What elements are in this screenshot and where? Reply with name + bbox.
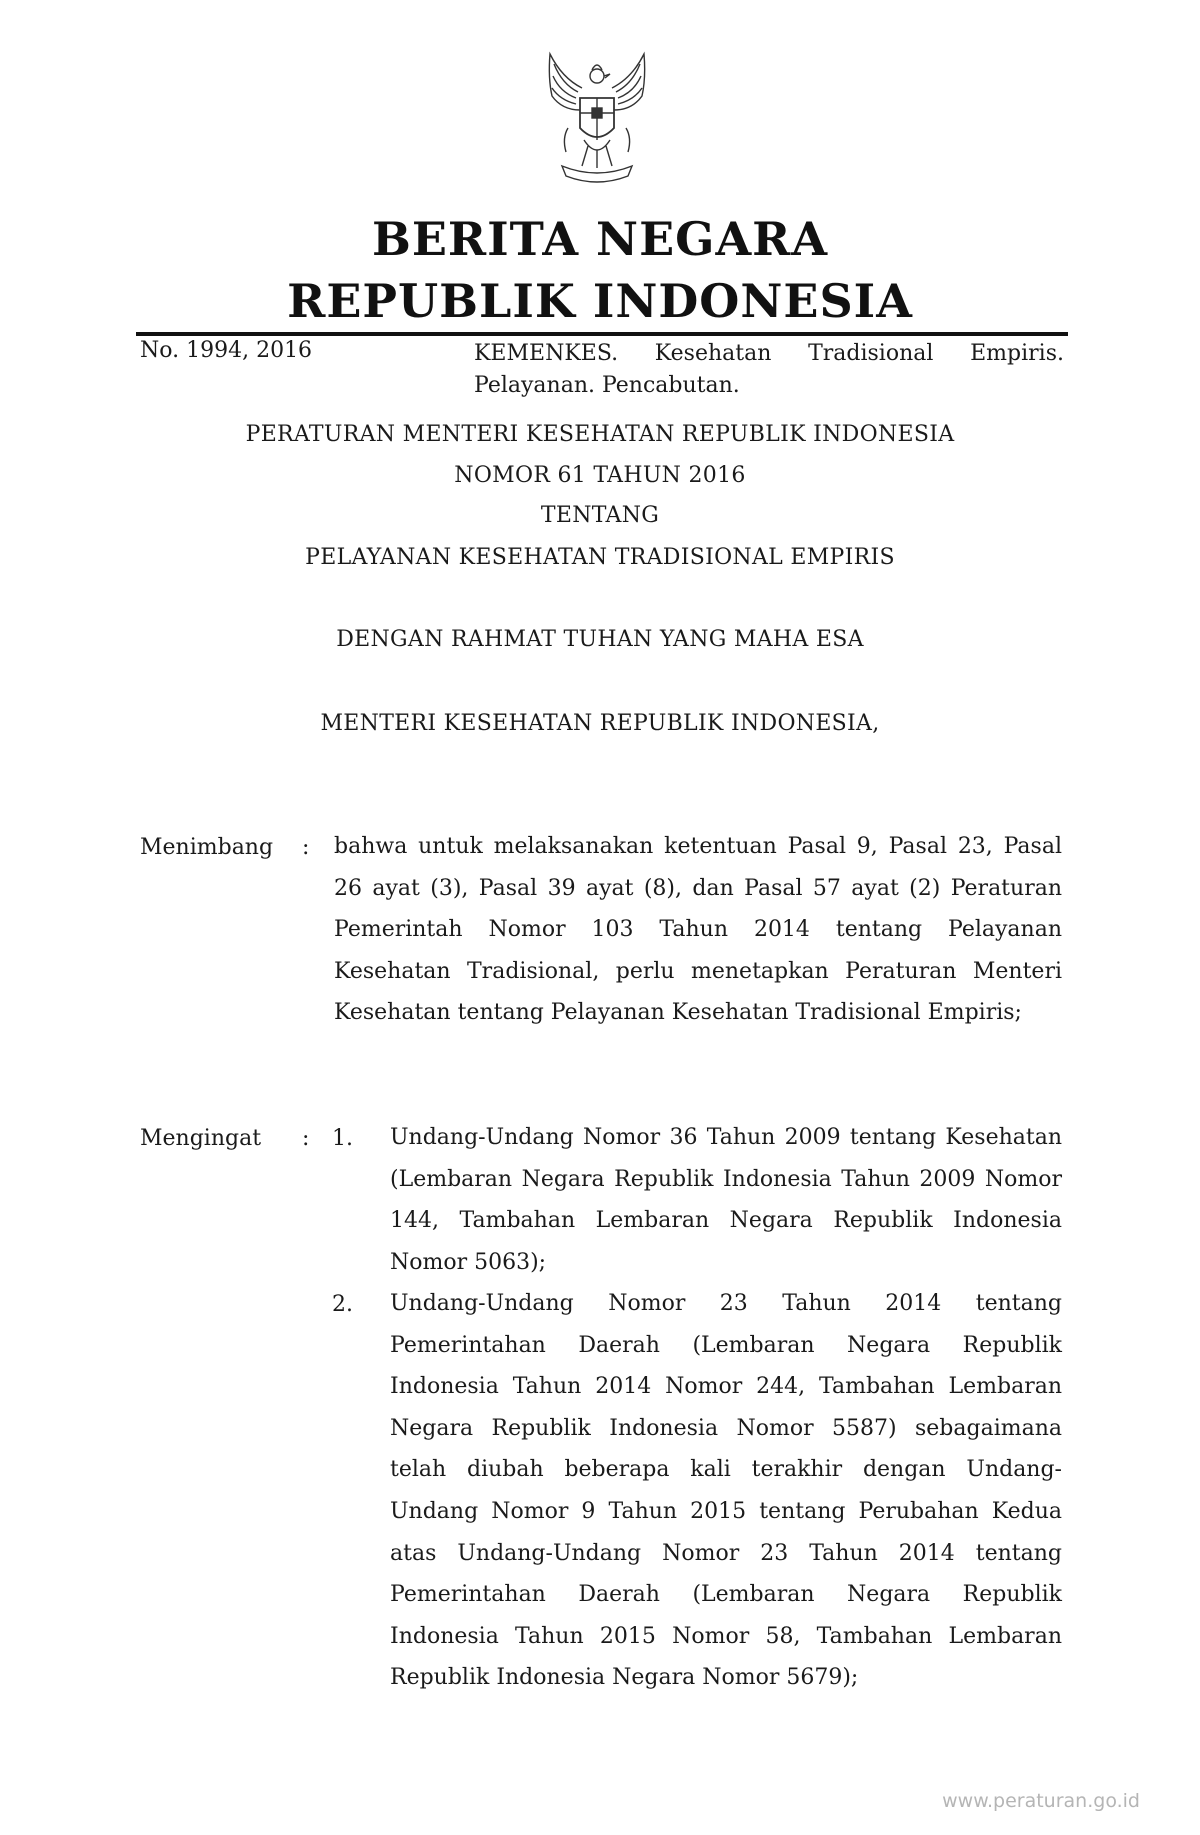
mengingat-item-1-number: 1. xyxy=(332,1126,353,1151)
header-divider xyxy=(136,332,1068,336)
menimbang-text: bahwa untuk melaksanakan ketentuan Pasal 9, Pasal 23, Pasal 26 ayat (3), Pasal 39 ayat (8), dan Pasal 57 ayat (2) Peraturan Pemerintah Nomor 103 Tahun 2014 tentang Pelayanan Kesehatan Tradisional, perlu menetapkan Peraturan Menteri Kesehatan tentang Pelayanan Kesehatan Tradisional Empiris; xyxy=(334,834,1062,1026)
header-title-line1: BERITA NEGARA xyxy=(371,212,829,266)
regulation-grace: DENGAN RAHMAT TUHAN YANG MAHA ESA xyxy=(336,627,864,652)
regulation-title: PERATURAN MENTERI KESEHATAN REPUBLIK INDONESIA xyxy=(245,422,955,447)
mengingat-colon: : xyxy=(302,1126,310,1151)
mengingat-item-2-text: Undang-Undang Nomor 23 Tahun 2014 tentang Pemerintahan Daerah (Lembaran Negara Republik Indonesia Tahun 2014 Nomor 244, Tambahan Lembaran Negara Republik Indonesia Nomor 5587) sebagaimana telah diubah beberapa kali terakhir dengan Undang-Undang Nomor 9 Tahun 2015 tentang Perubahan Kedua atas Undang-Undang Nomor 23 Tahun 2014 tentang Pemerintahan Daerah (Lembaran Negara Republik Indonesia Tahun 2015 Nomor 58, Tambahan Lembaran Republik Indonesia Negara Nomor 5679); xyxy=(390,1291,1062,1691)
mengingat-item-2-number: 2. xyxy=(332,1292,353,1317)
regulation-number: NOMOR 61 TAHUN 2016 xyxy=(454,463,746,488)
regulation-authority: MENTERI KESEHATAN REPUBLIK INDONESIA, xyxy=(320,711,880,736)
publication-topic xyxy=(474,338,1064,402)
mengingat-item-1-text: Undang-Undang Nomor 36 Tahun 2009 tentang Kesehatan (Lembaran Negara Republik Indonesia Tahun 2009 Nomor 144, Tambahan Lembaran Negara Republik Indonesia Nomor 5063); xyxy=(390,1125,1062,1275)
publication-topic-line1: KEMENKES. Kesehatan Tradisional Empiris. xyxy=(474,341,1064,366)
header-title-line2: REPUBLIK INDONESIA xyxy=(287,274,913,328)
publication-number: No. 1994, 2016 xyxy=(140,338,313,363)
regulation-subject: PELAYANAN KESEHATAN TRADISIONAL EMPIRIS xyxy=(305,545,895,570)
publication-topic-line2: Pelayanan. Pencabutan. xyxy=(474,373,740,398)
mengingat-label: Mengingat xyxy=(140,1126,262,1151)
menimbang-label: Menimbang xyxy=(140,835,274,860)
regulation-about: TENTANG xyxy=(540,503,660,528)
footer-url: www.peraturan.go.id xyxy=(942,1790,1140,1812)
menimbang-colon: : xyxy=(302,835,310,860)
garuda-emblem-icon xyxy=(522,48,672,198)
